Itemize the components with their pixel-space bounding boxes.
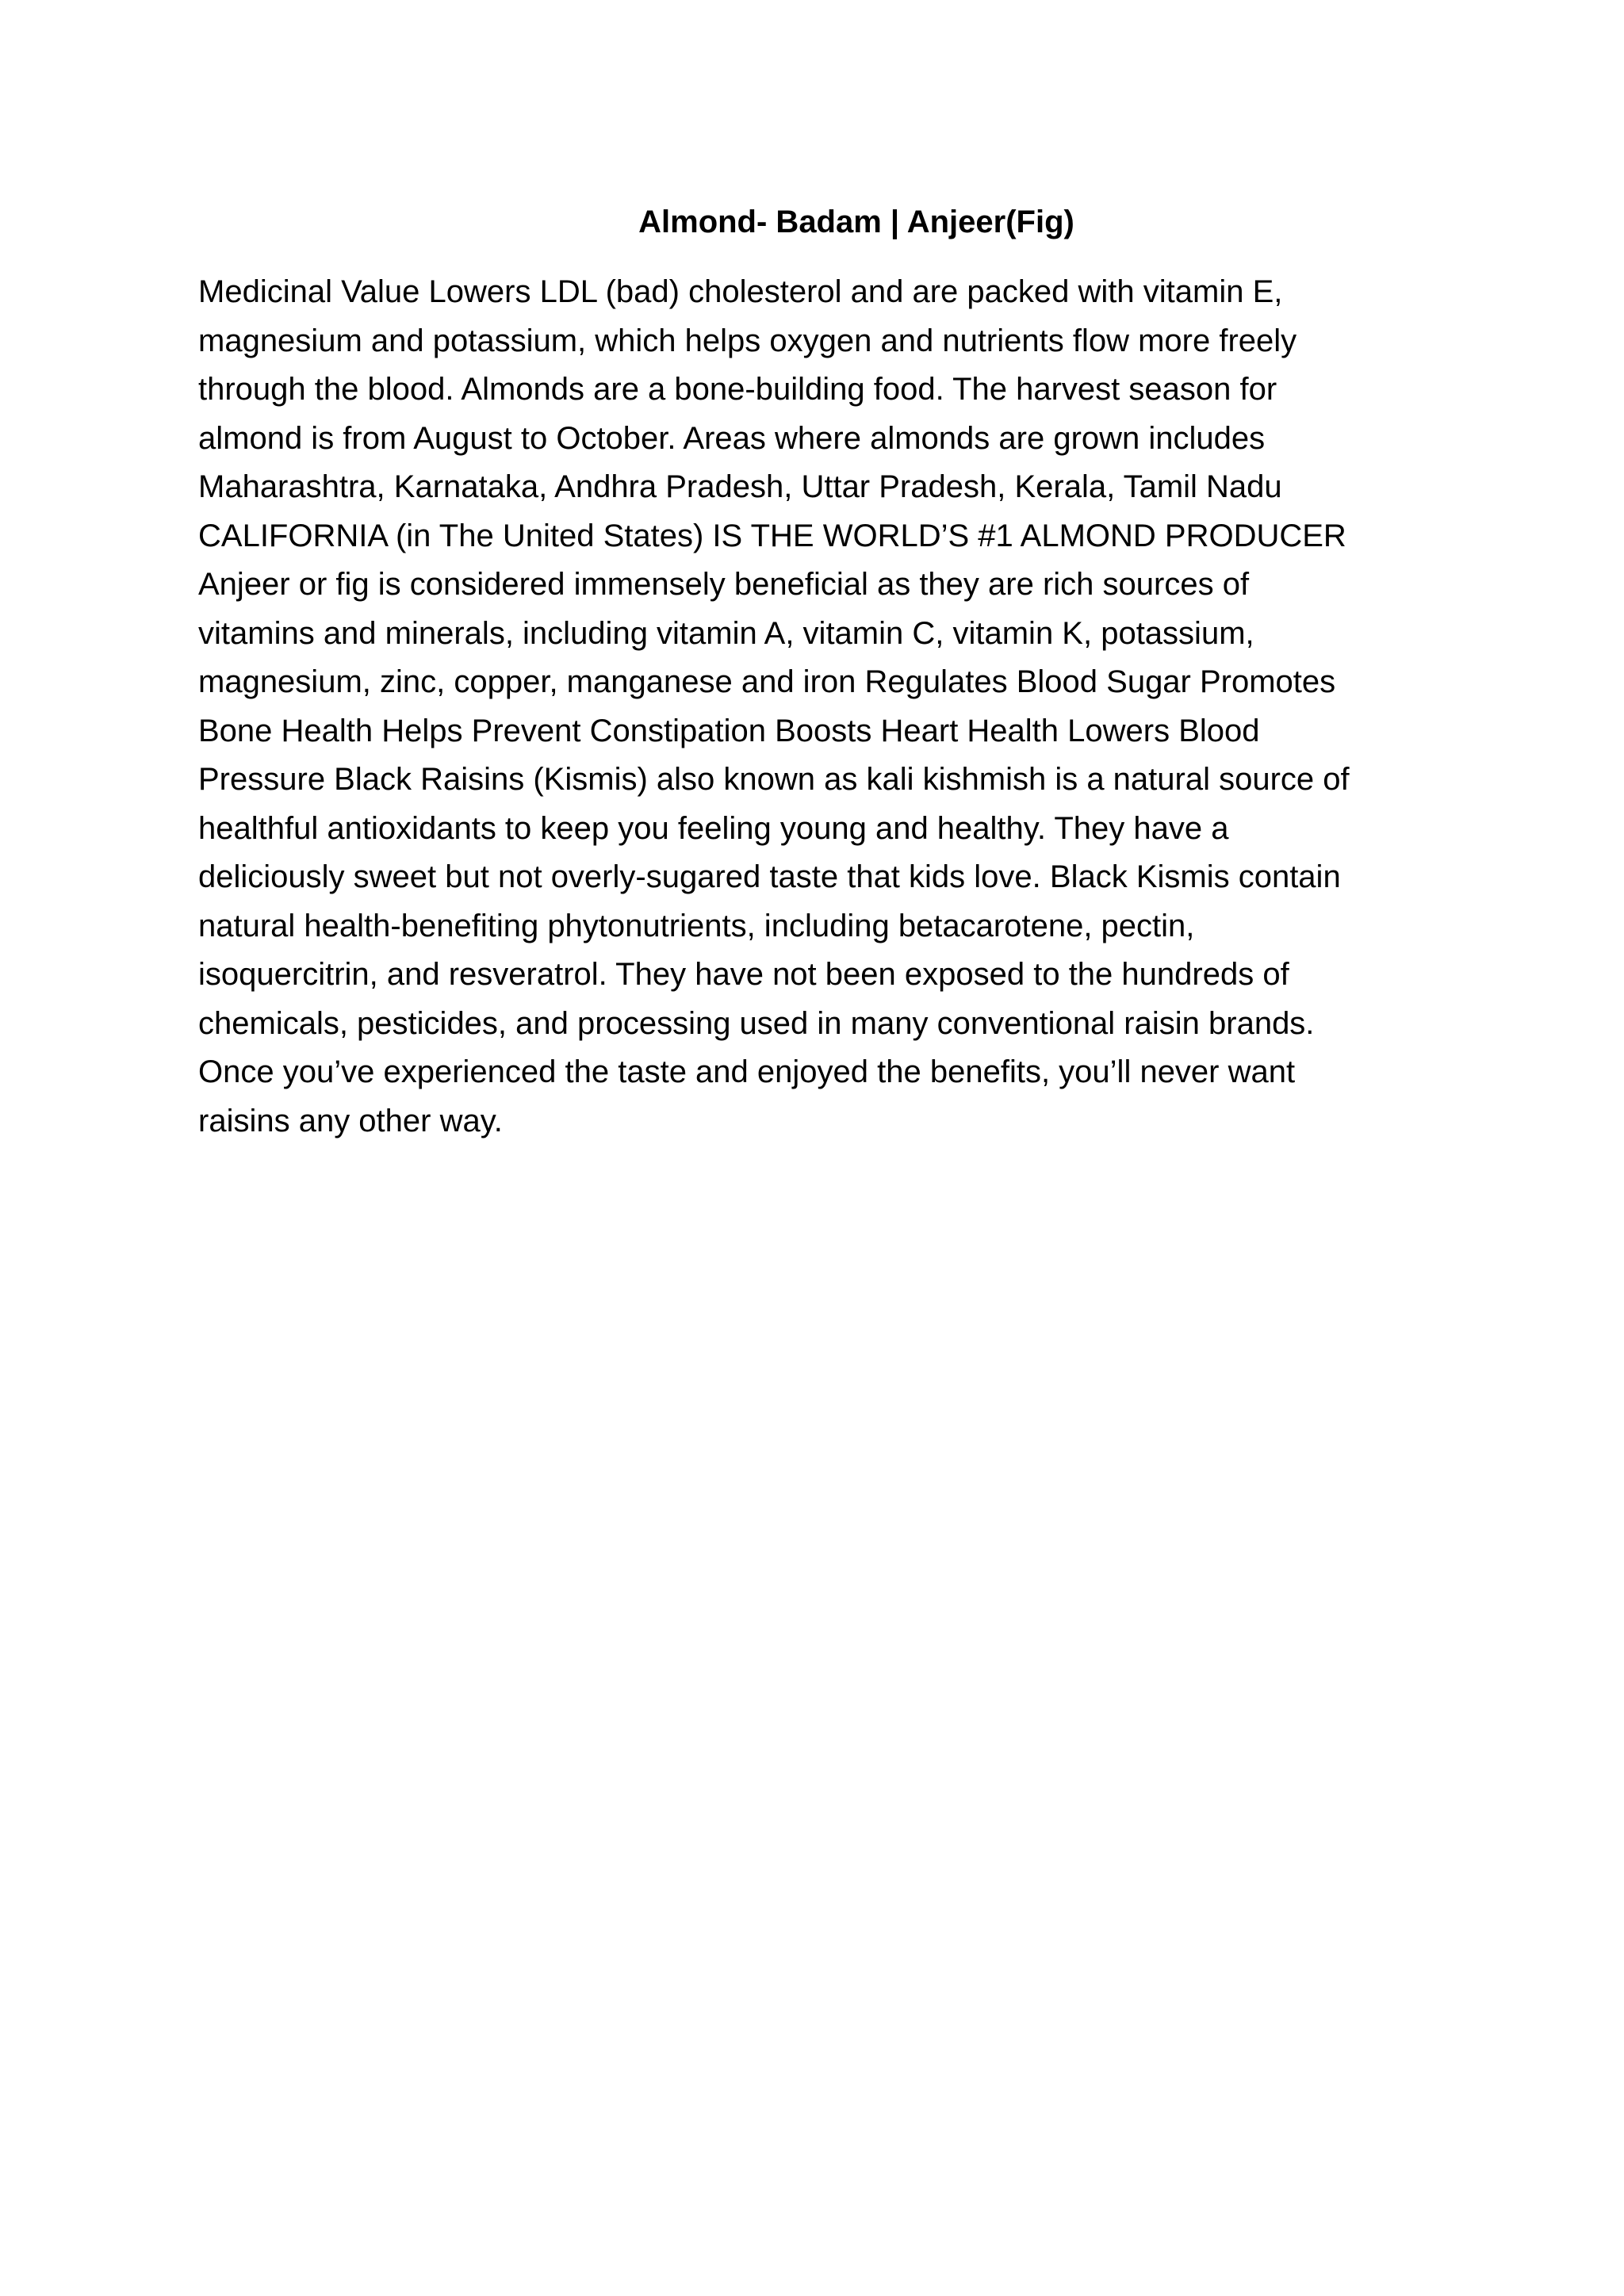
paragraph-line: healthful antioxidants to keep you feeling young and healthy. They have a: [198, 810, 1229, 846]
paragraph-line: Once you’ve experienced the taste and enjoyed the benefits, you’ll never want: [198, 1054, 1296, 1089]
body-paragraph: [198, 268, 1435, 1146]
paragraph-line: Maharashtra, Karnataka, Andhra Pradesh, Uttar Pradesh, Kerala, Tamil Nadu: [198, 469, 1282, 504]
paragraph-line: Pressure Black Raisins (Kismis) also known as kali kishmish is a natural source of: [198, 762, 1350, 797]
paragraph-line: isoquercitrin, and resveratrol. They have not been exposed to the hundreds of: [198, 957, 1289, 992]
paragraph-line: deliciously sweet but not overly-sugared taste that kids love. Black Kismis contain: [198, 859, 1341, 894]
paragraph-line: magnesium, zinc, copper, manganese and iron Regulates Blood Sugar Promotes: [198, 664, 1336, 699]
paragraph-line: chemicals, pesticides, and processing used in many conventional raisin brands.: [198, 1005, 1315, 1041]
paragraph-line: Bone Health Helps Prevent Constipation Boosts Heart Health Lowers Blood: [198, 713, 1260, 748]
paragraph-line: through the blood. Almonds are a bone-building food. The harvest season for: [198, 372, 1277, 407]
paragraph-line: vitamins and minerals, including vitamin A, vitamin C, vitamin K, potassium,: [198, 615, 1254, 651]
paragraph-line: raisins any other way.: [198, 1103, 503, 1138]
paragraph-line: Medicinal Value Lowers LDL (bad) cholesterol and are packed with vitamin E,: [198, 274, 1283, 309]
paragraph-line: CALIFORNIA (in The United States) IS THE WORLD’S #1 ALMOND PRODUCER: [198, 518, 1346, 553]
paragraph-line: Anjeer or fig is considered immensely beneficial as they are rich sources of: [198, 567, 1250, 602]
page-title: Almond- Badam | Anjeer(Fig): [638, 205, 1074, 239]
paragraph-line: magnesium and potassium, which helps oxygen and nutrients flow more freely: [198, 323, 1297, 358]
paragraph-line: natural health-benefiting phytonutrients, including betacarotene, pectin,: [198, 908, 1195, 943]
paragraph-line: almond is from August to October. Areas where almonds are grown includes: [198, 420, 1266, 456]
